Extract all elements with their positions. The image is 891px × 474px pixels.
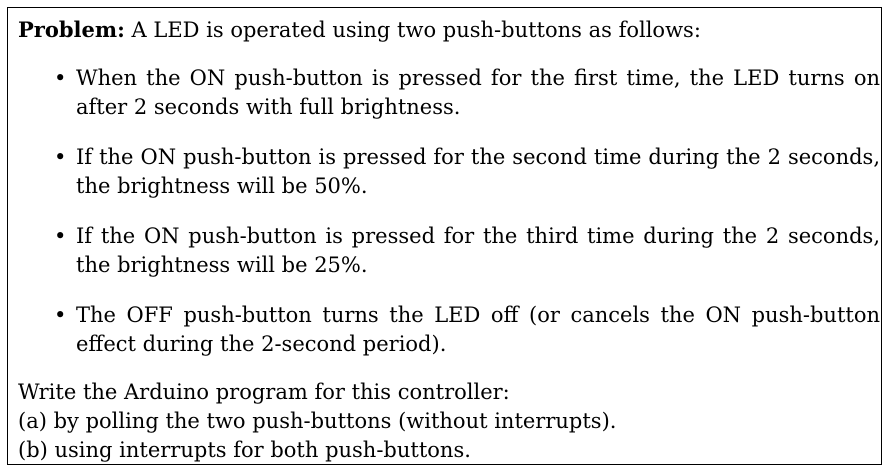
bullet-icon: • xyxy=(54,303,67,327)
list-item-text: If the ON push-button is pressed for the third time during the 2 seconds, the brightness will be 25%. xyxy=(76,224,880,277)
bullet-icon: • xyxy=(54,66,67,90)
problem-intro: A LED is operated using two push-buttons as follows: xyxy=(124,18,701,42)
list-item-text: The OFF push-button turns the LED off (or cancels the ON push-button effect during the 2-second period). xyxy=(76,303,880,356)
requirements-list xyxy=(18,64,880,380)
task-part-a: (a) by polling the two push-buttons (without interrupts). xyxy=(18,409,617,433)
problem-statement xyxy=(18,17,701,43)
list-item-text: If the ON push-button is pressed for the second time during the 2 seconds, the brightness will be 50%. xyxy=(76,145,880,198)
task-part-b: (b) using interrupts for both push-buttons. xyxy=(18,438,471,462)
list-item xyxy=(18,301,880,359)
task-section xyxy=(18,378,616,465)
list-item-text: When the ON push-button is pressed for the first time, the LED turns on after 2 seconds with full brightness. xyxy=(76,66,880,119)
problem-label: Problem: xyxy=(18,17,125,42)
bullet-icon: • xyxy=(54,224,67,248)
list-item xyxy=(18,143,880,201)
bullet-icon: • xyxy=(54,145,67,169)
task-instruction: Write the Arduino program for this controller: xyxy=(18,380,510,404)
problem-box xyxy=(7,7,882,465)
list-item xyxy=(18,64,880,122)
list-item xyxy=(18,222,880,280)
